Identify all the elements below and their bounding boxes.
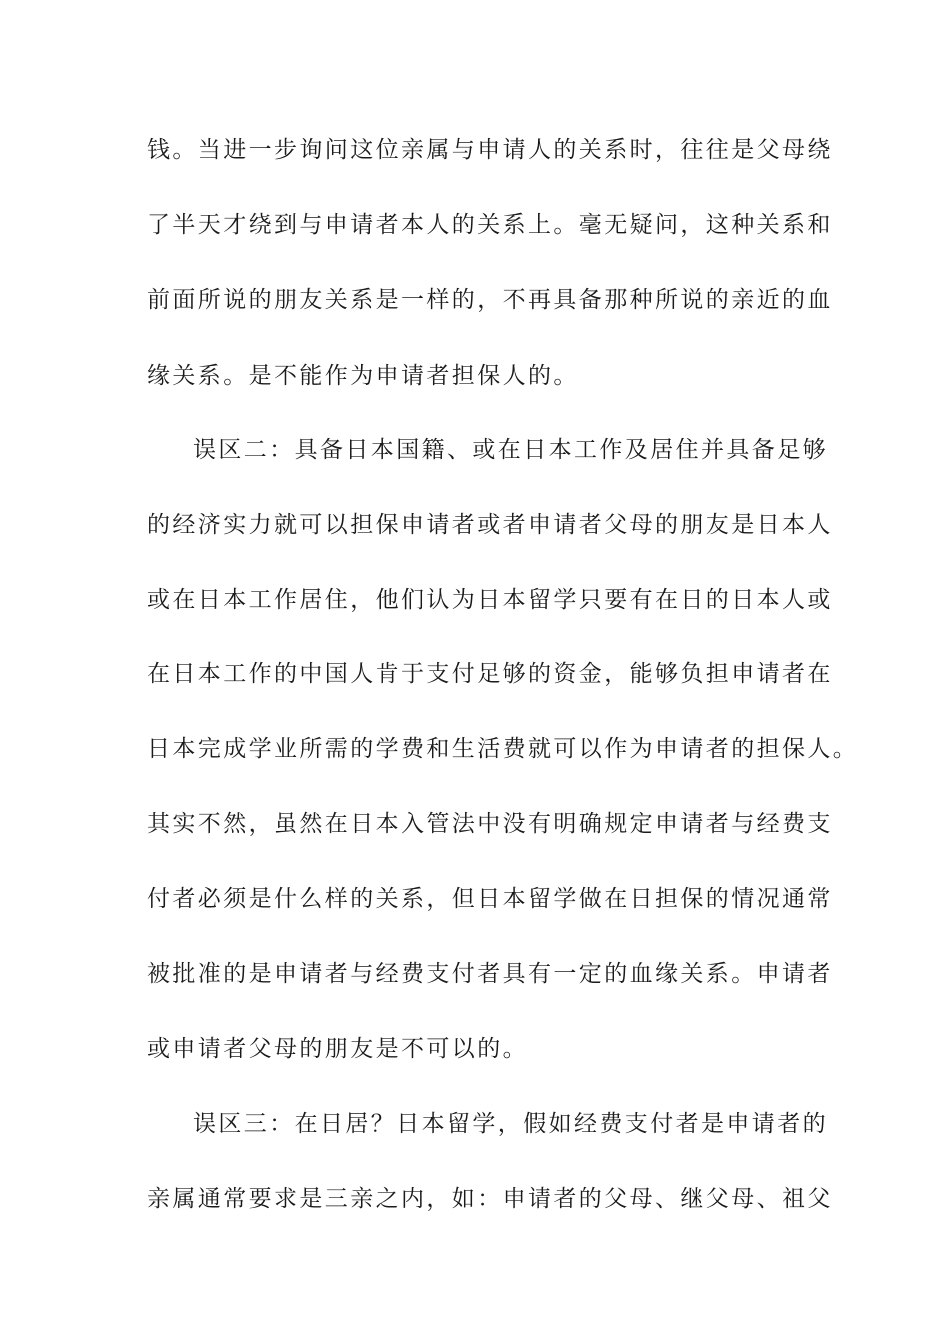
text-line: 付者必须是什么样的关系，但日本留学做在日担保的情况通常: [147, 886, 833, 912]
text-line: 或申请者父母的朋友是不可以的。: [147, 1036, 528, 1062]
paragraph-first-line: 误区二：具备日本国籍、或在日本工作及居住并具备足够: [193, 437, 828, 463]
paragraph-first-line: 误区三：在日居？日本留学，假如经费支付者是申请者的: [193, 1111, 828, 1137]
text-line: 缘关系。是不能作为申请者担保人的。: [147, 363, 579, 389]
text-line: 的经济实力就可以担保申请者或者申请者父母的朋友是日本人: [147, 512, 833, 538]
text-line: 亲属通常要求是三亲之内，如：申请者的父母、继父母、祖父: [147, 1186, 833, 1212]
text-line: 或在日本工作居住，他们认为日本留学只要有在日的日本人或: [147, 587, 833, 613]
text-line: 了半天才绕到与申请者本人的关系上。毫无疑问，这种关系和: [147, 212, 833, 238]
text-line: 在日本工作的中国人肯于支付足够的资金，能够负担申请者在: [147, 661, 833, 687]
text-line: 其实不然，虽然在日本入管法中没有明确规定申请者与经费支: [147, 811, 833, 837]
text-line: 前面所说的朋友关系是一样的，不再具备那种所说的亲近的血: [147, 287, 833, 313]
text-line: 被批准的是申请者与经费支付者具有一定的血缘关系。申请者: [147, 961, 833, 987]
text-line: 日本完成学业所需的学费和生活费就可以作为申请者的担保人。: [147, 736, 859, 762]
text-line: 钱。当进一步询问这位亲属与申请人的关系时，往往是父母绕: [147, 137, 833, 163]
